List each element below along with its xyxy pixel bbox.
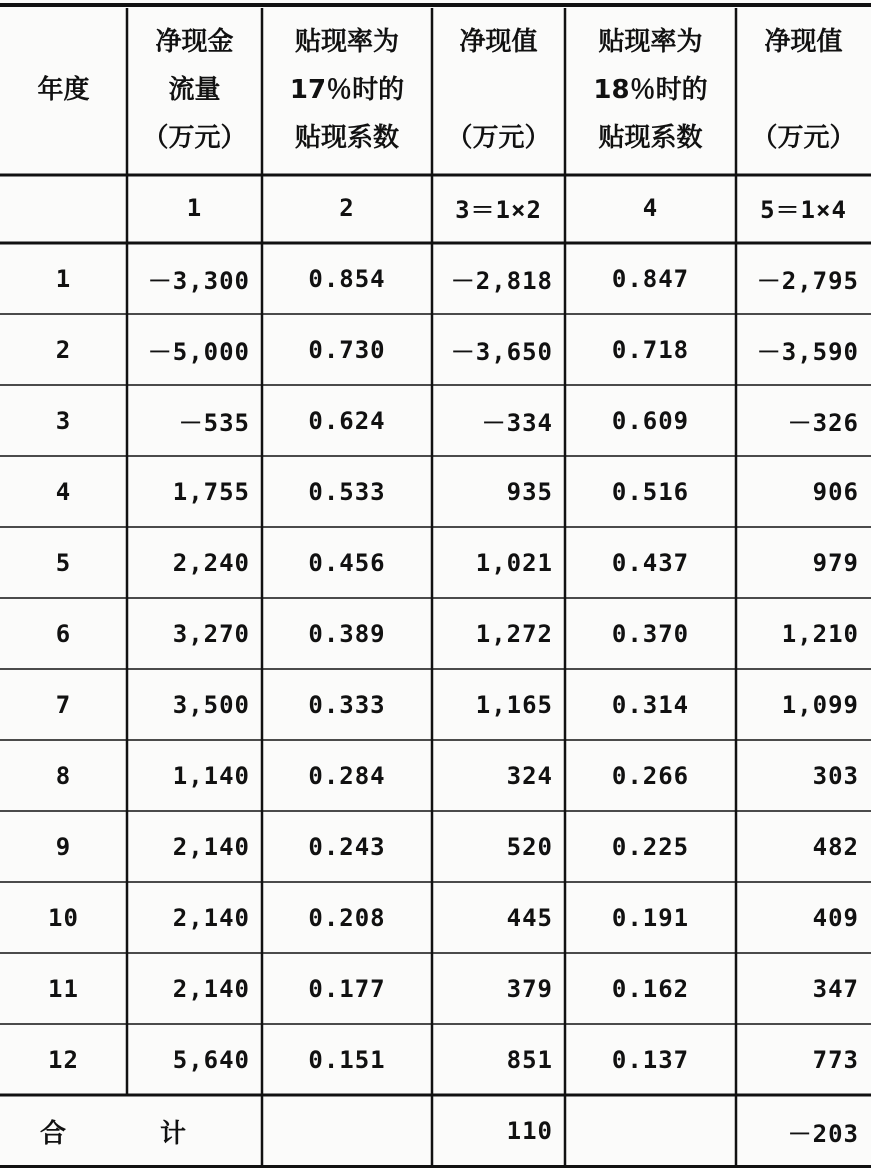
value-cell: 1,755 bbox=[172, 477, 250, 506]
value-cell: 0.456 bbox=[308, 548, 386, 577]
value-cell: 0.333 bbox=[308, 690, 386, 719]
value-cell: 0.162 bbox=[611, 974, 690, 1003]
value-cell: 409 bbox=[812, 903, 859, 932]
value-cell: 979 bbox=[812, 548, 859, 577]
value-cell: 0.516 bbox=[611, 477, 690, 506]
value-cell: 2,140 bbox=[172, 974, 250, 1003]
value-cell: 0.208 bbox=[308, 903, 386, 932]
total-label-right: 计 bbox=[160, 1118, 187, 1149]
value-cell: 0.266 bbox=[611, 761, 690, 790]
value-cell: 0.151 bbox=[308, 1045, 386, 1074]
value-cell: 0.284 bbox=[308, 761, 386, 790]
value-cell: 0.624 bbox=[308, 406, 386, 435]
column-header-line: 18％时的 bbox=[593, 75, 708, 105]
column-header-line: （万元） bbox=[751, 123, 856, 153]
value-cell: 0.718 bbox=[611, 335, 690, 364]
value-cell: 520 bbox=[506, 832, 553, 861]
value-cell: 1,272 bbox=[475, 619, 553, 648]
value-cell: 2,140 bbox=[172, 832, 250, 861]
value-cell: 379 bbox=[506, 974, 553, 1003]
column-header-line: 净现值 bbox=[459, 27, 538, 57]
value-cell: －326 bbox=[787, 409, 859, 437]
year-cell: 10 bbox=[48, 903, 79, 932]
column-header bbox=[565, 8, 736, 172]
column-index-label bbox=[0, 172, 127, 243]
total-label-left: 合 bbox=[40, 1118, 67, 1149]
year-cell: 3 bbox=[55, 406, 72, 435]
column-index-label: 1 bbox=[186, 193, 203, 222]
value-cell: －2,818 bbox=[450, 267, 553, 295]
year-cell: 1 bbox=[55, 264, 72, 293]
value-cell: －3,300 bbox=[147, 267, 250, 295]
column-header bbox=[262, 8, 432, 172]
value-cell: 0.177 bbox=[308, 974, 386, 1003]
value-cell: 773 bbox=[812, 1045, 859, 1074]
value-cell: －2,795 bbox=[756, 267, 859, 295]
column-index-label: 5＝1×4 bbox=[760, 196, 847, 224]
year-cell: 7 bbox=[55, 690, 72, 719]
value-cell: 3,500 bbox=[172, 690, 250, 719]
value-cell: 935 bbox=[506, 477, 553, 506]
value-cell: 2,240 bbox=[172, 548, 250, 577]
value-cell: 482 bbox=[812, 832, 859, 861]
column-header-line: 流量 bbox=[168, 75, 221, 105]
year-cell: 12 bbox=[48, 1045, 79, 1074]
column-header-line: 17％时的 bbox=[289, 75, 405, 105]
value-cell: 1,210 bbox=[781, 619, 859, 648]
column-header-line: （万元） bbox=[142, 123, 247, 153]
value-cell: 0.137 bbox=[611, 1045, 690, 1074]
column-index-label: 4 bbox=[642, 193, 659, 222]
total-npv-18: －203 bbox=[787, 1119, 859, 1148]
value-cell: 0.191 bbox=[611, 903, 690, 932]
value-cell: 303 bbox=[812, 761, 859, 790]
value-cell: 1,099 bbox=[781, 690, 859, 719]
value-cell: －3,650 bbox=[450, 338, 553, 366]
year-cell: 6 bbox=[55, 619, 72, 648]
value-cell: 0.609 bbox=[611, 406, 690, 435]
value-cell: 906 bbox=[812, 477, 859, 506]
column-header-line: 净现金 bbox=[155, 27, 234, 57]
value-cell: 0.225 bbox=[611, 832, 690, 861]
value-cell: －334 bbox=[481, 409, 553, 437]
column-header-line: 净现值 bbox=[764, 27, 843, 57]
value-cell: 445 bbox=[506, 903, 553, 932]
value-cell: 1,021 bbox=[475, 548, 553, 577]
value-cell: 2,140 bbox=[172, 903, 250, 932]
column-header bbox=[736, 8, 871, 172]
year-cell: 5 bbox=[55, 548, 72, 577]
column-header-line: （万元） bbox=[446, 123, 551, 153]
column-header bbox=[127, 8, 262, 172]
value-cell: 851 bbox=[506, 1045, 553, 1074]
value-cell: 0.243 bbox=[308, 832, 386, 861]
value-cell: 1,165 bbox=[475, 690, 553, 719]
value-cell: 0.730 bbox=[308, 335, 386, 364]
value-cell: －5,000 bbox=[147, 338, 250, 366]
column-header bbox=[0, 8, 127, 172]
value-cell: 0.847 bbox=[611, 264, 690, 293]
column-index-label: 2 bbox=[339, 193, 355, 222]
value-cell: 0.314 bbox=[611, 690, 690, 719]
year-cell: 11 bbox=[48, 974, 79, 1003]
value-cell: 3,270 bbox=[172, 619, 250, 648]
value-cell: 0.533 bbox=[308, 477, 386, 506]
column-header bbox=[432, 8, 565, 172]
column-header-line: 贴现率为 bbox=[598, 27, 703, 57]
column-header-line: 贴现率为 bbox=[294, 27, 399, 57]
column-index-label: 3＝1×2 bbox=[455, 196, 542, 224]
total-npv-17: 110 bbox=[506, 1117, 553, 1145]
year-cell: 4 bbox=[55, 477, 72, 506]
column-header-line: 贴现系数 bbox=[598, 123, 703, 153]
value-cell: 5,640 bbox=[172, 1045, 250, 1074]
column-header-line: 贴现系数 bbox=[294, 123, 399, 153]
year-cell: 9 bbox=[55, 832, 72, 861]
value-cell: 0.370 bbox=[611, 619, 690, 648]
value-cell: 0.437 bbox=[611, 548, 690, 577]
value-cell: 0.854 bbox=[308, 264, 386, 293]
column-header-line: 年度 bbox=[37, 75, 90, 105]
value-cell: 1,140 bbox=[172, 761, 250, 790]
value-cell: 324 bbox=[506, 761, 553, 790]
year-cell: 8 bbox=[55, 761, 72, 790]
value-cell: 0.389 bbox=[308, 619, 386, 648]
value-cell: －535 bbox=[178, 409, 250, 437]
value-cell: －3,590 bbox=[756, 338, 859, 366]
year-cell: 2 bbox=[55, 335, 72, 364]
value-cell: 347 bbox=[812, 974, 859, 1003]
